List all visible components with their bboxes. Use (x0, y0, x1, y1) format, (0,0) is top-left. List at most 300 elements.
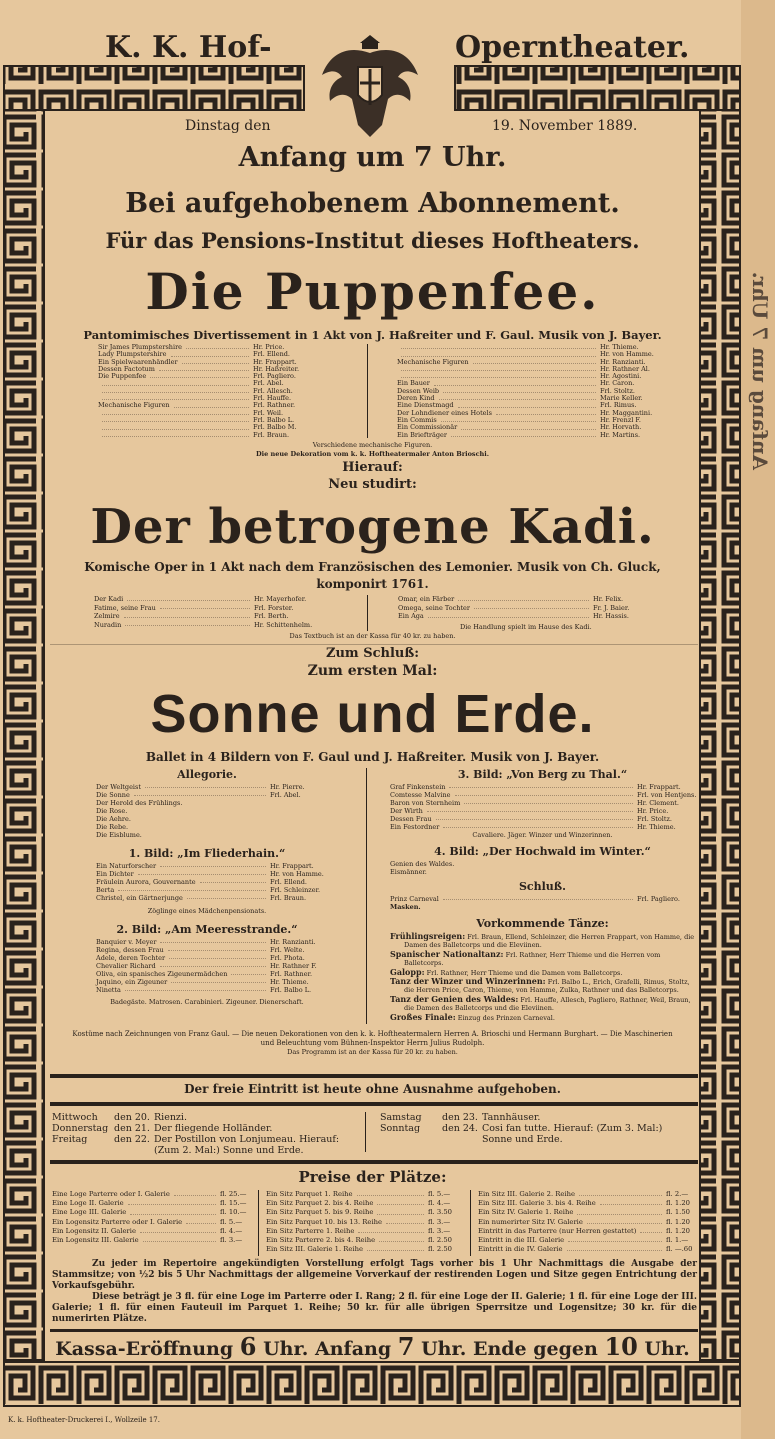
seat-type: Ein Sitz III. Galerie 1. Reihe (266, 1245, 363, 1254)
performer-name: Hr. Rathner F. (270, 962, 317, 970)
seat-type: Eintritt in das Parterre (nur Herren gestattet) (478, 1226, 637, 1235)
cast-row (398, 612, 643, 621)
bild2-note: Badegäste. Matrosen. Carabinieri. Zigeuner. Dienerschaft. (110, 998, 304, 1006)
repertoire-title: Der Postillon von Lonjumeau. Hierauf: (Zum 2. Mal:) Sonne und Erde. (154, 1134, 340, 1156)
leader-dots (102, 410, 249, 415)
performer-name: Frl. Rathner. (270, 970, 313, 978)
performer-name: Hr. Frappart. (253, 357, 297, 366)
role-name: Omar, ein Färber (398, 595, 455, 603)
performer-name: Frl. Balbo L. (253, 415, 295, 424)
repertoire-right (380, 1112, 680, 1145)
performer-name: Hr. Rathner Al. (600, 364, 650, 373)
price-row (52, 1236, 252, 1245)
bild1-cast (96, 862, 324, 902)
role-name: Der Lohndiener eines Hotels (397, 408, 492, 417)
seat-type: Eine Loge Parterre oder I. Galerie (52, 1190, 170, 1198)
leader-dots (474, 604, 589, 610)
seat-type: Eine Loge II. Galerie (52, 1199, 124, 1208)
bild4-line: Genien des Waldes. (390, 860, 455, 868)
cast-row (390, 823, 695, 831)
cast-row (96, 946, 318, 954)
role-name: Ein Festordner (390, 823, 440, 831)
bild1-heading: 1. Bild: „Im Fliederhain.“ (128, 847, 286, 860)
leader-dots (379, 1236, 424, 1242)
performer-name: Hr. Frenzl F. (600, 415, 641, 424)
role-name: Der Weltgeist (96, 783, 141, 791)
sonne-subtitle: Ballet in 4 Bildern von F. Gaul und J. Haßreiter. Musik von J. Bayer. (145, 750, 600, 764)
cast-row (390, 799, 695, 807)
price-value: fl. —.60 (666, 1245, 693, 1254)
dance-name: Spanischer Nationaltanz: (390, 948, 504, 959)
seat-type: Ein Sitz Parterre 2. bis 4. Reihe (266, 1236, 376, 1245)
leader-dots (401, 366, 596, 371)
performer-name: Hr. Schittenhelm. (254, 620, 313, 629)
performer-name (270, 815, 318, 823)
performer-name: Hr. Ranzianti. (600, 357, 646, 366)
kassa-hour: 6 (239, 1332, 257, 1361)
role-name: Prinz Carneval (390, 895, 439, 903)
repertoire-entry (380, 1112, 680, 1123)
role-name: Deren Kind (397, 394, 435, 403)
start-time: Anfang um 7 Uhr. (238, 142, 507, 173)
performer-name: Hr. Frappart. (270, 862, 314, 870)
leader-dots (377, 1208, 424, 1214)
role-name: Mechanische Figuren (397, 357, 469, 366)
leader-dots (169, 954, 266, 959)
leader-dots (102, 395, 249, 400)
cast-row (397, 432, 662, 439)
price-row (478, 1199, 696, 1208)
role-name: Graf Finkenstein (390, 783, 446, 791)
kassa-label: Kassa-Eröffnung (55, 1338, 234, 1360)
leader-dots (102, 432, 249, 437)
leader-dots (186, 1218, 216, 1224)
cast-row (94, 595, 324, 604)
cast-row (96, 870, 324, 878)
bild2-cast (96, 938, 318, 994)
price-value: fl. 3.— (220, 1236, 243, 1245)
leader-dots (118, 886, 266, 891)
dance-performers: Frl. Balbo L., Erich, Grafelli, Rimus, Stoltz, die Herren Price, Caron, Thieme, von Hamme, Zulka, Rathner und das Balletcorps. (404, 978, 690, 995)
notices (52, 1259, 697, 1325)
price-value: fl. 1.50 (666, 1208, 690, 1217)
puppenfee-cast-left (98, 344, 313, 439)
performer-name (270, 799, 318, 807)
times-line (50, 1334, 695, 1362)
dance-item (390, 995, 695, 1013)
seat-type: Ein Sitz IV. Galerie 1. Reihe (478, 1208, 574, 1217)
role-name: Ein Commis (397, 415, 437, 424)
imperial-eagle-emblem (318, 25, 423, 140)
performer-name: Hr. Martins. (600, 430, 641, 439)
price-row (478, 1208, 696, 1217)
performer-name: Frl. Rathner. (253, 401, 296, 410)
seat-type: Eine Loge III. Galerie (52, 1208, 127, 1217)
schluss-note: Masken. (390, 903, 421, 911)
leader-dots (358, 1227, 424, 1233)
leader-dots (496, 410, 596, 415)
repertoire-title: Der fliegende Holländer. (154, 1123, 273, 1134)
header-right-title: Operntheater. (455, 30, 690, 65)
dance-name: Frühlingsreigen: (390, 931, 466, 941)
role-name: Regina, dessen Frau (96, 946, 164, 954)
role-name: Oliva, ein spanisches Zigeunermädchen (96, 970, 228, 978)
leader-dots (441, 417, 596, 422)
cast-row (96, 978, 318, 986)
leader-dots (138, 870, 266, 875)
puppenfee-subtitle: Pantomimisches Divertissement in 1 Akt von J. Haßreiter und F. Gaul. Musik von J. Bayer. (83, 328, 662, 342)
ende-hour: 10 (604, 1332, 638, 1361)
cast-row (96, 954, 318, 962)
role-name: Die Puppenfee (98, 372, 147, 381)
price-row (266, 1199, 460, 1208)
role-name: Ein Bauer (397, 379, 430, 388)
kadi-title: Der betrogene Kadi. (90, 499, 655, 555)
leader-dots (401, 344, 596, 349)
performer-name: Frl. Stoltz. (637, 815, 672, 823)
repertoire-day: Donnerstag (52, 1123, 109, 1134)
leader-dots (357, 1190, 424, 1196)
seat-type: Ein Sitz III. Galerie 2. Reihe (478, 1190, 575, 1198)
bild3-heading: 3. Bild: „Von Berg zu Thal.“ (457, 768, 628, 781)
leader-dots (427, 807, 633, 812)
prices-heading: Preise der Plätze: (298, 1168, 447, 1186)
leader-dots (231, 970, 266, 975)
margin-bleed-label: Anfang um 7 Uhr. (748, 271, 772, 470)
leader-dots (567, 1245, 662, 1251)
performer-name: Hr. Price. (637, 807, 669, 815)
cast-row (98, 432, 313, 439)
price-value: fl. 1.20 (666, 1226, 690, 1235)
leader-dots (587, 1218, 662, 1224)
role-name: Die Aehre. (96, 815, 131, 823)
leader-dots (464, 799, 633, 804)
role-name: Ein Spielwaarenhändler (98, 357, 178, 366)
price-value: fl. 15.— (220, 1199, 247, 1208)
leader-dots (171, 351, 249, 356)
role-name: Dessen Weib (397, 386, 440, 395)
price-value: fl. 10.— (220, 1208, 247, 1217)
cast-row (96, 970, 318, 978)
bild4-line: Eismänner. (390, 868, 427, 876)
dance-item (390, 977, 695, 995)
price-value: fl. 1.20 (666, 1199, 690, 1208)
kadi-cast-left (94, 595, 324, 629)
cast-row (96, 831, 318, 839)
cast-row (96, 823, 318, 831)
bild3-note: Cavaliere. Jäger. Winzer und Winzerinnen. (472, 831, 613, 839)
leader-dots (377, 1199, 424, 1205)
performer-name: Hr. Ranzianti. (270, 938, 316, 946)
seat-type: Ein Sitz Parterre 1. Reihe (266, 1226, 355, 1235)
role-name: Eine Dienstmagd (397, 401, 454, 410)
performer-name: Hr. Agostini. (600, 372, 642, 381)
puppenfee-note: Verschiedene mechanische Figuren. (312, 441, 433, 449)
leader-dots (443, 388, 596, 393)
repertoire-day: Mittwoch (52, 1112, 98, 1123)
cast-row (96, 986, 318, 994)
role-name: Lady Plumpstershire (98, 350, 167, 359)
price-value: fl. 2.— (666, 1190, 689, 1198)
date-value: 19. November 1889. (492, 118, 638, 134)
leader-dots (160, 604, 250, 610)
performer-name: Frl. Forster. (254, 603, 294, 612)
cast-row (390, 895, 695, 903)
role-name: Die Rose. (96, 807, 128, 815)
performer-name: Hr. von Hamme. (600, 350, 654, 359)
leader-dots (568, 1236, 662, 1242)
dance-performers: Frl. Rathner, Herr Thieme und die Damen vom Balletcorps. (426, 968, 623, 977)
price-value: fl. 2.50 (428, 1245, 452, 1254)
cast-row (96, 807, 318, 815)
cast-row (390, 791, 695, 799)
performer-name: Hr. Pierre. (270, 783, 305, 791)
leader-dots (443, 823, 633, 828)
leader-dots (187, 894, 266, 899)
leader-dots (449, 783, 633, 788)
leader-dots (640, 1227, 662, 1233)
performer-name: Hr. von Hamme. (270, 870, 324, 878)
repertoire-day: Freitag (52, 1134, 88, 1145)
leader-dots (125, 986, 266, 991)
cast-row (398, 595, 643, 604)
seat-type: Ein Logensitz Parterre oder I. Galerie (52, 1217, 183, 1226)
performer-name: Hr. Thieme. (637, 823, 676, 831)
leader-dots (386, 1218, 424, 1224)
role-name: Ein Naturforscher (96, 862, 157, 870)
performer-name: Hr. Felix. (593, 595, 624, 603)
role-name: Chevalier Richard (96, 962, 156, 970)
role-name: Der Herold des Frühlings. (96, 799, 183, 807)
performer-name: Hr. Horvath. (600, 423, 642, 432)
sonne-left-column (96, 768, 324, 1006)
role-name: Banquier v. Meyer (96, 938, 157, 946)
leader-dots (102, 380, 249, 385)
role-name: Ein Dichter (96, 870, 134, 878)
leader-dots (182, 359, 249, 364)
credits (50, 1030, 695, 1056)
role-name: Ein Briefträger (397, 430, 448, 439)
cast-row (390, 783, 695, 791)
seat-type: Eintritt in die IV. Galerie (478, 1245, 563, 1254)
performer-name: Hr. Frappart. (637, 783, 681, 791)
leader-dots (401, 351, 596, 356)
leader-dots (436, 815, 633, 820)
price-row (52, 1208, 252, 1217)
dance-performers: Frl. Hauffe, Allesch, Pagliero, Rathner, Weil, Braun, die Damen des Balletcorps und die Eleviinen. (404, 995, 691, 1013)
leader-dots (125, 621, 250, 627)
role-name: Nuradin (94, 620, 122, 629)
cast-row (390, 807, 695, 815)
leader-dots (168, 946, 266, 951)
seat-type: Ein Logensitz III. Galerie (52, 1236, 139, 1245)
role-name: Fatime, seine Frau (94, 603, 156, 612)
prices-column-3 (478, 1190, 696, 1254)
hierauf-label: Hierauf: (342, 460, 403, 475)
kadi-subtitle: Komische Oper in 1 Akt nach dem Französischen des Lemonier. Musik von Ch. Gluck, (84, 560, 661, 574)
puppenfee-decoration: Die neue Dekoration vom k. k. Hoftheatermaler Anton Brioschi. (255, 450, 490, 458)
free-entry-note: Der freie Eintritt ist heute ohne Ausnahme aufgehoben. (184, 1082, 561, 1096)
performer-name: Frl. von Hentjens. (637, 791, 697, 799)
kadi-setting: Die Handlung spielt im Hause des Kadi. (460, 623, 592, 631)
leader-dots (186, 344, 249, 349)
kadi-cast-right (398, 595, 643, 621)
role-name: Ein Commissionär (397, 423, 458, 432)
performer-name: Fr. J. Baier. (593, 603, 630, 612)
role-name: Die Eisblume. (96, 831, 142, 839)
seat-type: Ein Sitz Parquet 5. bis 9. Reihe (266, 1208, 374, 1217)
cast-row (94, 604, 324, 613)
performer-name: Frl. Braun. (270, 894, 307, 902)
price-row (266, 1227, 460, 1236)
performer-name: Frl. Pagliero. (253, 372, 296, 381)
price-value: fl. 1.— (666, 1236, 689, 1245)
price-value: fl. 3.50 (428, 1208, 452, 1217)
uhr-label: Uhr. (421, 1338, 467, 1360)
divider-rule (50, 1160, 698, 1164)
schluss-cast (390, 895, 695, 903)
role-name: Christel, ein Gärtnerjunge (96, 894, 183, 902)
seat-type: Ein Sitz Parquet 10. bis 13. Reihe (266, 1217, 383, 1226)
performer-name: Frl. Welte. (270, 946, 305, 954)
performer-name: Frl. Abel. (253, 379, 284, 388)
performer-name: Frl. Hauffe. (253, 394, 292, 403)
performer-name: Marie Keller. (600, 394, 643, 403)
performer-name: Frl. Schleinzer. (270, 886, 321, 894)
column-divider (365, 1112, 366, 1152)
erstes-mal-label: Zum ersten Mal: (307, 663, 438, 679)
dance-name: Galopp: (390, 966, 425, 977)
price-row (478, 1245, 696, 1254)
taenze-heading: Vorkommende Tänze: (476, 917, 609, 930)
leader-dots (577, 1208, 662, 1214)
leader-dots (159, 366, 249, 371)
performer-name: Frl. Abel. (270, 791, 301, 799)
repertoire-left (52, 1112, 352, 1156)
leader-dots (102, 388, 249, 393)
repertoire-title: Tannhäuser. (482, 1112, 541, 1123)
role-name: Ein Aga (398, 612, 424, 621)
performer-name: Hr. Maggantini. (600, 408, 653, 417)
role-name: Zelmire (94, 612, 120, 621)
margin-bleed-text (748, 271, 772, 730)
performer-name: Frl. Ellend. (270, 878, 307, 886)
divider-rule (50, 1074, 698, 1078)
dance-performers: Frl. Braun, Ellend, Schleinzer, die Herren Frappart, von Hamme, die Damen des Balletcorps und die Eleviinen. (404, 933, 695, 950)
credits-line: und Beleuchtung vom Bühnen-Inspektor Herrn Julius Rudolph. (260, 1039, 485, 1047)
cast-row (96, 791, 318, 799)
leader-dots (174, 1190, 216, 1196)
anfang-hour: 7 (397, 1332, 415, 1361)
puppenfee-cast-right (397, 344, 662, 439)
cast-row (96, 815, 318, 823)
leader-dots (171, 978, 266, 983)
programm-price: Das Programm ist an der Kassa für 20 kr. zu haben. (287, 1048, 458, 1056)
performer-name: Frl. Braun. (253, 430, 290, 439)
performer-name: Frl. Rimus. (600, 401, 637, 410)
performer-name: Frl. Phota. (270, 954, 305, 962)
uhr-label: Uhr. (644, 1338, 690, 1360)
repertoire-day: Samstag (380, 1112, 422, 1123)
prices-column-1 (52, 1190, 252, 1245)
benefit-note: Für das Pensions-Institut dieses Hoftheaters. (105, 228, 640, 253)
seat-type: Ein Sitz Parquet 2. bis 4. Reihe (266, 1199, 374, 1208)
zum-schluss-label: Zum Schluß: (325, 646, 420, 661)
price-row (478, 1236, 696, 1245)
performer-name: Frl. Allesch. (253, 386, 293, 395)
performer-name: Frl. Balbo L. (270, 986, 312, 994)
header-left-title: K. K. Hof- (105, 30, 272, 65)
dance-name: Tanz der Winzer und Winzerinnen: (390, 976, 546, 987)
repertoire-entry (52, 1134, 352, 1156)
price-row (52, 1227, 252, 1236)
price-value: fl. 3.— (428, 1217, 451, 1226)
leader-dots (428, 612, 589, 618)
leader-dots (134, 791, 266, 796)
price-row (52, 1218, 252, 1227)
bild3-cast (390, 783, 695, 831)
performer-name: Frl. Weil. (253, 408, 284, 417)
leader-dots (458, 595, 589, 601)
kadi-textbook: Das Textbuch ist an der Kassa für 40 kr. zu haben. (289, 632, 456, 640)
price-row (478, 1190, 696, 1199)
leader-dots (124, 612, 250, 618)
role-name: Dessen Factotum (98, 364, 155, 373)
leader-dots (143, 1236, 216, 1242)
uhr-label: Uhr. (263, 1338, 309, 1360)
leader-dots (434, 380, 596, 385)
role-name: Fräulein Aurora, Gouvernante (96, 878, 196, 886)
dance-performers: Einzug des Prinzen Carneval. (457, 1013, 555, 1022)
price-row (478, 1227, 696, 1236)
cast-row (96, 783, 318, 791)
dance-item (390, 950, 695, 968)
performer-name: Frl. Pagliero. (637, 895, 680, 903)
cast-row (96, 862, 318, 870)
bild2-heading: 2. Bild: „Am Meeresstrande.“ (116, 923, 298, 936)
column-divider (470, 1190, 471, 1256)
repertoire-day: Sonntag (380, 1123, 421, 1134)
performer-name: Frl. Balbo M. (253, 423, 297, 432)
cast-row (96, 962, 318, 970)
cast-row (96, 886, 321, 894)
anfang-label: Anfang (314, 1338, 392, 1360)
column-divider (366, 768, 367, 1024)
price-row (266, 1190, 460, 1199)
cast-row (94, 621, 324, 630)
role-name: Adele, deren Tochter (96, 954, 166, 962)
leader-dots (600, 1199, 662, 1205)
performer-name: Hr. Price. (253, 343, 285, 351)
role-name: Jaquino, ein Zigeuner (96, 978, 168, 986)
performer-name (270, 831, 318, 839)
leader-dots (160, 862, 266, 867)
seat-type: Ein Logensitz II. Galerie (52, 1226, 136, 1235)
column-divider (367, 595, 368, 631)
role-name: Baron von Sternheim (390, 799, 461, 807)
repertoire-entry (52, 1112, 352, 1123)
leader-dots (455, 791, 634, 796)
prices-column-2 (266, 1190, 460, 1254)
performer-name: Hr. Thieme. (600, 343, 639, 351)
price-value: fl. 4.— (428, 1199, 451, 1208)
role-name: Der Kadi (94, 595, 124, 603)
divider-rule (50, 1102, 698, 1106)
price-row (52, 1190, 252, 1199)
leader-dots (439, 395, 596, 400)
leader-dots (160, 962, 266, 967)
role-name: Dessen Frau (390, 815, 432, 823)
